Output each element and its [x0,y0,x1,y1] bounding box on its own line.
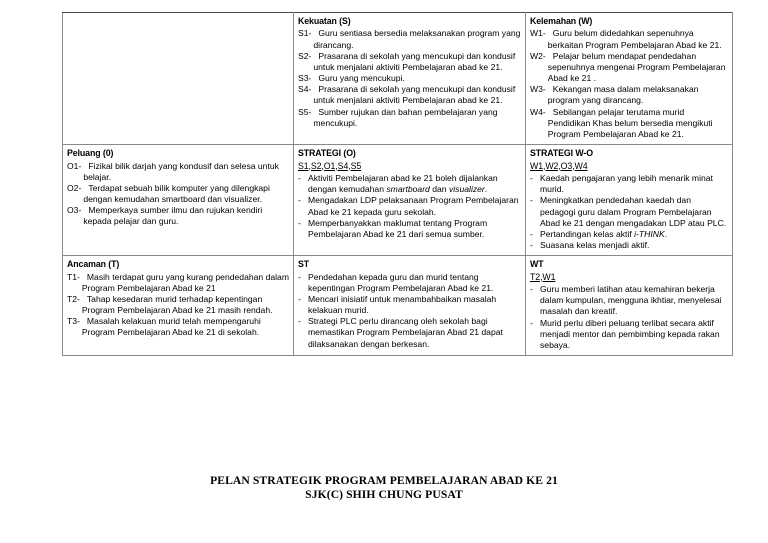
list-item-text: Fizikal bilik darjah yang kondusif dan selesa untuk belajar. [83,160,279,182]
cell-threats [63,256,294,356]
list-item [298,107,521,129]
list-item [530,229,728,240]
dash-bullet-icon: - [298,293,301,304]
list-item [67,272,289,294]
dash-bullet-icon: - [530,284,533,295]
cell-strategy-wt [526,256,733,356]
list-item-text: Prasarana di sekolah yang mencukupi dan kondusif untuk menjalani aktiviti Pembelajaran abad ke 21. [313,50,516,72]
list-item-text: Mengadakan LDP pelaksanaan Program Pembelajaran Abad ke 21 kepada guru sekolah. [308,195,519,217]
dash-bullet-icon: - [298,195,301,206]
list-item-label: O1- [67,160,82,171]
list-item [298,294,521,316]
dash-bullet-icon: - [530,172,533,183]
strategy-wt-code: T2,W1 [530,271,556,282]
emphasised-term: smartboard [386,184,430,195]
threats-heading: Ancaman (T) [67,259,120,270]
weaknesses-list [530,28,728,140]
document-footer-title [0,474,768,501]
list-item-label: S1- [298,28,312,39]
list-item [67,294,289,316]
dash-bullet-icon: - [298,271,301,282]
list-item [298,272,521,294]
strategy-st-heading: ST [298,259,310,270]
list-item-text: Tahap kesedaran murid terhadap kepentingan Program Pembelajaran Abad ke 21 masih rendah. [81,293,273,316]
swot-matrix-table [62,12,733,356]
list-item [530,195,728,229]
cell-strengths [294,13,526,145]
strategy-so-list [298,173,521,240]
list-item-text: Masalah kelakuan murid telah mempengaruhi Program Pembelajaran Abad ke 21 di sekolah. [81,316,261,338]
footer-title-line2: SJK(C) SHIH CHUNG PUSAT [305,487,463,501]
list-item [530,28,728,50]
cell-strategy-wo [526,145,733,256]
strategy-wo-list [530,173,728,251]
list-item-label: O2- [67,182,82,193]
footer-title-line1: PELAN STRATEGIK PROGRAM PEMBELAJARAN ABAD KE 21 [210,474,558,487]
list-item [530,318,728,352]
list-item-text: Terdapat sebuah bilik komputer yang dilengkapi dengan kemudahan smartboard dan visualizer. [83,182,270,205]
list-item [67,205,289,227]
list-item-text: Suasana kelas menjadi aktif. [540,240,650,251]
list-item [530,51,728,85]
list-item-label: S4- [298,84,312,95]
list-item [298,316,521,350]
list-item [298,195,521,217]
list-item-label: W2- [530,50,546,61]
list-item [530,284,728,318]
list-item-text: Masih terdapat guru yang kurang pendedahan dalam Program Pembelajaran Abad ke 21 [81,271,289,293]
list-item-text: Pertandingan kelas aktif i-THINK. [540,228,668,239]
list-item [298,73,521,84]
list-item-label: S2- [298,50,312,61]
list-item-text: Guru sentiasa bersedia melaksanakan program yang dirancang. [313,28,521,50]
opportunities-heading: Peluang (0) [67,148,114,159]
list-item [298,28,521,50]
dash-bullet-icon: - [298,316,301,327]
list-item-text: Mencari inisiatif untuk menambahbaikan masalah kelakuan murid. [308,293,497,316]
dash-bullet-icon: - [530,317,533,328]
list-item [298,173,521,195]
list-item-text: Murid perlu diberi peluang terlibat secara aktif menjadi mentor dan pembimbing kepada rakan sebaya. [540,317,720,350]
list-item-text: Sebilangan pelajar terutama murid Pendidikan Khas belum bersedia mengikuti Program Pembelajaran Abad ke 21. [547,106,713,139]
opportunities-list [67,161,289,228]
list-item-label: S3- [298,73,312,84]
strategy-wo-heading: STRATEGI W-O [530,148,593,159]
list-item-text: Pelajar belum mendapat pendedahan sepenuhnya mengenai Program Pembelajaran Abad ke 21 . [547,50,726,84]
list-item [298,84,521,106]
table-row-opportunities [63,145,733,256]
list-item-text: Meningkatkan pendedahan kaedah dan pedagogi guru dalam Program Pembelajaran Abad ke 21 dengan mengadakan LDP atau PLC. [540,195,727,228]
matrix-corner-cell [63,13,294,145]
cell-strategy-so [294,145,526,256]
list-item-label: T3- [67,316,80,327]
list-item [67,161,289,183]
cell-weaknesses [526,13,733,145]
strategy-wt-heading: WT [530,259,544,270]
list-item-text: Guru belum didedahkan sepenuhnya berkaitan Program Pembelajaran Abad ke 21. [547,28,722,50]
list-item [530,240,728,251]
list-item-text: Guru yang mencukupi. [318,73,405,84]
list-item-text: Guru memberi latihan atau kemahiran bekerja dalam kumpulan, mengguna ikhtiar, menyelesai masalah dan kreatif. [540,284,722,317]
list-item-text: Memperkaya sumber ilmu dan rujukan kendiri kepada pelajar dan guru. [83,205,263,227]
strategy-st-list [298,272,521,350]
dash-bullet-icon: - [298,172,301,183]
strategy-so-code: S1,S2,O1,S4,S5 [298,160,362,171]
strategy-so-heading: STRATEGI (O) [298,148,356,159]
list-item-text: Sumber rujukan dan bahan pembelajaran yang mencukupi. [313,106,498,128]
list-item [530,107,728,141]
list-item-label: T2- [67,293,80,304]
list-item-label: W4- [530,106,546,117]
list-item [67,183,289,205]
list-item [67,316,289,338]
list-item [530,84,728,106]
list-item-text: Pendedahan kepada guru dan murid tentang kepentingan Program Pembelajaran Abad ke 21. [308,271,494,293]
strategy-wo-code: W1,W2,O3,W4 [530,160,588,171]
list-item-label: W1- [530,28,546,39]
list-item-label: W3- [530,84,546,95]
cell-opportunities [63,145,294,256]
dash-bullet-icon: - [530,195,533,206]
strengths-heading: Kekuatan (S) [298,16,351,26]
emphasised-term: i-THINK [634,228,665,239]
list-item-label: T1- [67,271,80,282]
threats-list [67,272,289,339]
cell-strategy-st [294,256,526,356]
list-item-label: S5- [298,106,312,117]
emphasised-term: visualizer [448,184,485,195]
list-item-text: Aktiviti Pembelajaran abad ke 21 boleh dijalankan dengan kemudahan smartboard dan visualizer. [308,172,498,195]
dash-bullet-icon: - [298,217,301,228]
list-item [298,218,521,240]
list-item-label: O3- [67,205,82,216]
strategy-wt-list [530,284,728,351]
strengths-list [298,28,521,129]
list-item-text: Strategi PLC perlu dirancang oleh sekolah bagi memastikan Program Pembelajaran Abad 21 dapat dilaksanakan dengan berkesan. [308,316,503,349]
list-item [530,173,728,195]
list-item [298,51,521,73]
table-row-threats [63,256,733,356]
dash-bullet-icon: - [530,228,533,239]
dash-bullet-icon: - [530,240,533,251]
list-item-text: Memperbanyakkan maklumat tentang Program Pembelajaran Abad ke 21 dari semua sumber. [308,217,488,239]
list-item-text: Kaedah pengajaran yang lebih menarik minat murid. [540,172,713,195]
list-item-text: Kekangan masa dalam melaksanakan program yang dirancang. [547,84,699,106]
table-row-strengths-weaknesses [63,13,733,145]
list-item-text: Prasarana di sekolah yang mencukupi dan kondusif untuk menjalani aktiviti Pembelajaran abad ke 21. [313,84,516,106]
weaknesses-heading: Kelemahan (W) [530,16,593,26]
